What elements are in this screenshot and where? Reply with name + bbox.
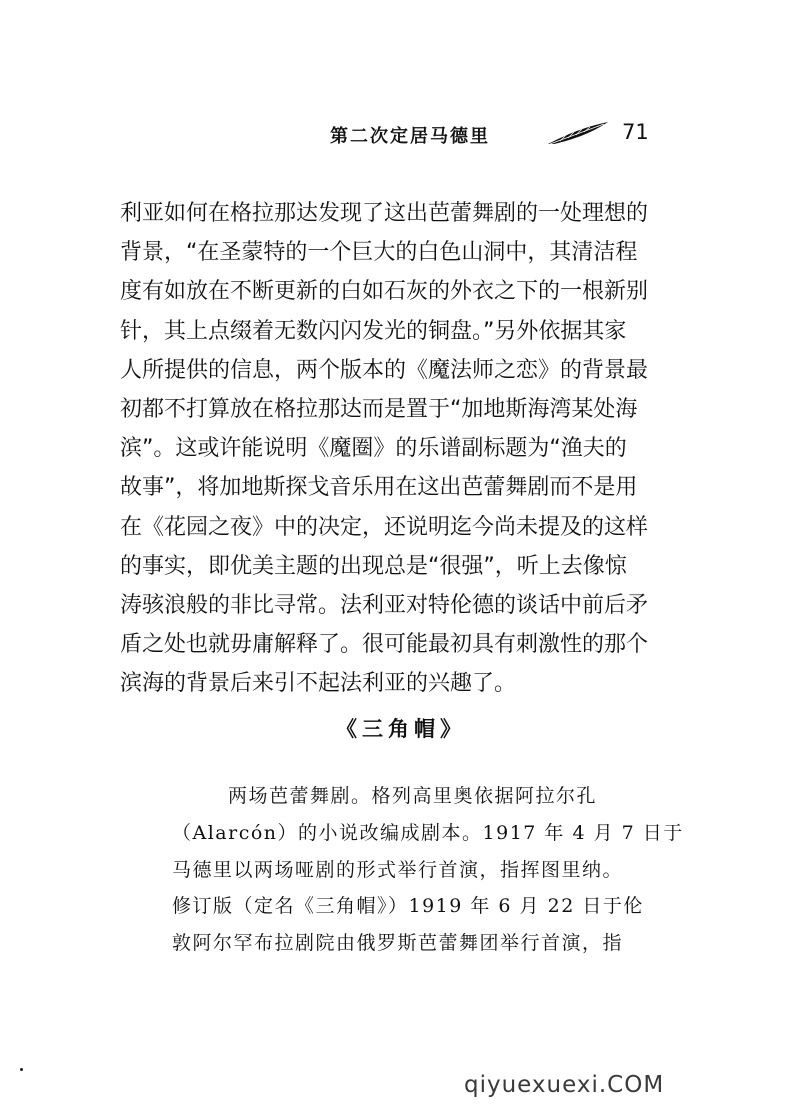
body-line: 故事”，将加地斯探戈音乐用在这出芭蕾舞剧而不是用	[120, 475, 638, 501]
section-heading: 《三角帽》	[336, 716, 466, 741]
body-line: 背景，“在圣蒙特的一个巨大的白色山洞中，其清洁程	[120, 240, 638, 266]
entry-line: （Alarcón）的小说改编成剧本。1917 年 4 月 7 日于	[172, 821, 684, 844]
entry-line: 马德里以两场哑剧的形式举行首演，指挥图里纳。	[172, 858, 624, 881]
scan-mark	[20, 1068, 23, 1071]
body-line: 人所提供的信息，两个版本的《魔法师之恋》的背景最	[120, 357, 649, 383]
site-watermark: qiyuexuexi.COM	[464, 1072, 665, 1098]
body-line: 滨海的背景后来引不起法利亚的兴趣了。	[120, 671, 517, 697]
chapter-title: 第二次定居马德里	[330, 126, 490, 147]
entry-line: 修订版（定名《三角帽》）1919 年 6 月 22 日于伦	[172, 895, 644, 918]
body-line: 在《花园之夜》中的决定，还说明迄今尚未提及的这样	[120, 514, 649, 540]
body-line: 盾之处也就毋庸解释了。很可能最初具有刺激性的那个	[120, 632, 649, 658]
body-line: 利亚如何在格拉那达发现了这出芭蕾舞剧的一处理想的	[120, 201, 649, 226]
entry-line: 两场芭蕾舞剧。格列高里奥依据阿拉尔孔	[228, 785, 598, 807]
entry-line: 敦阿尔罕布拉剧院由俄罗斯芭蕾舞团举行首演，指	[172, 932, 624, 955]
body-line: 的事实，即优美主题的出现总是“很强”，听上去像惊	[120, 553, 627, 579]
feather-icon	[546, 120, 610, 146]
work-entry	[172, 778, 684, 962]
body-line: 滨”。这或许能说明《魔圈》的乐谱副标题为“渔夫的	[120, 436, 627, 462]
body-line: 初都不打算放在格拉那达而是置于“加地斯海湾某处海	[120, 397, 638, 423]
running-header	[330, 118, 660, 152]
body-line: 涛骇浪般的非比寻常。法利亚对特伦德的谈话中前后矛	[120, 593, 649, 619]
body-paragraph	[120, 194, 684, 704]
body-line: 针，其上点缀着无数闪闪发光的铜盘。”另外依据其家	[120, 318, 627, 344]
page-number: 71	[622, 120, 649, 144]
body-line: 度有如放在不断更新的白如石灰的外衣之下的一根新别	[120, 279, 649, 305]
